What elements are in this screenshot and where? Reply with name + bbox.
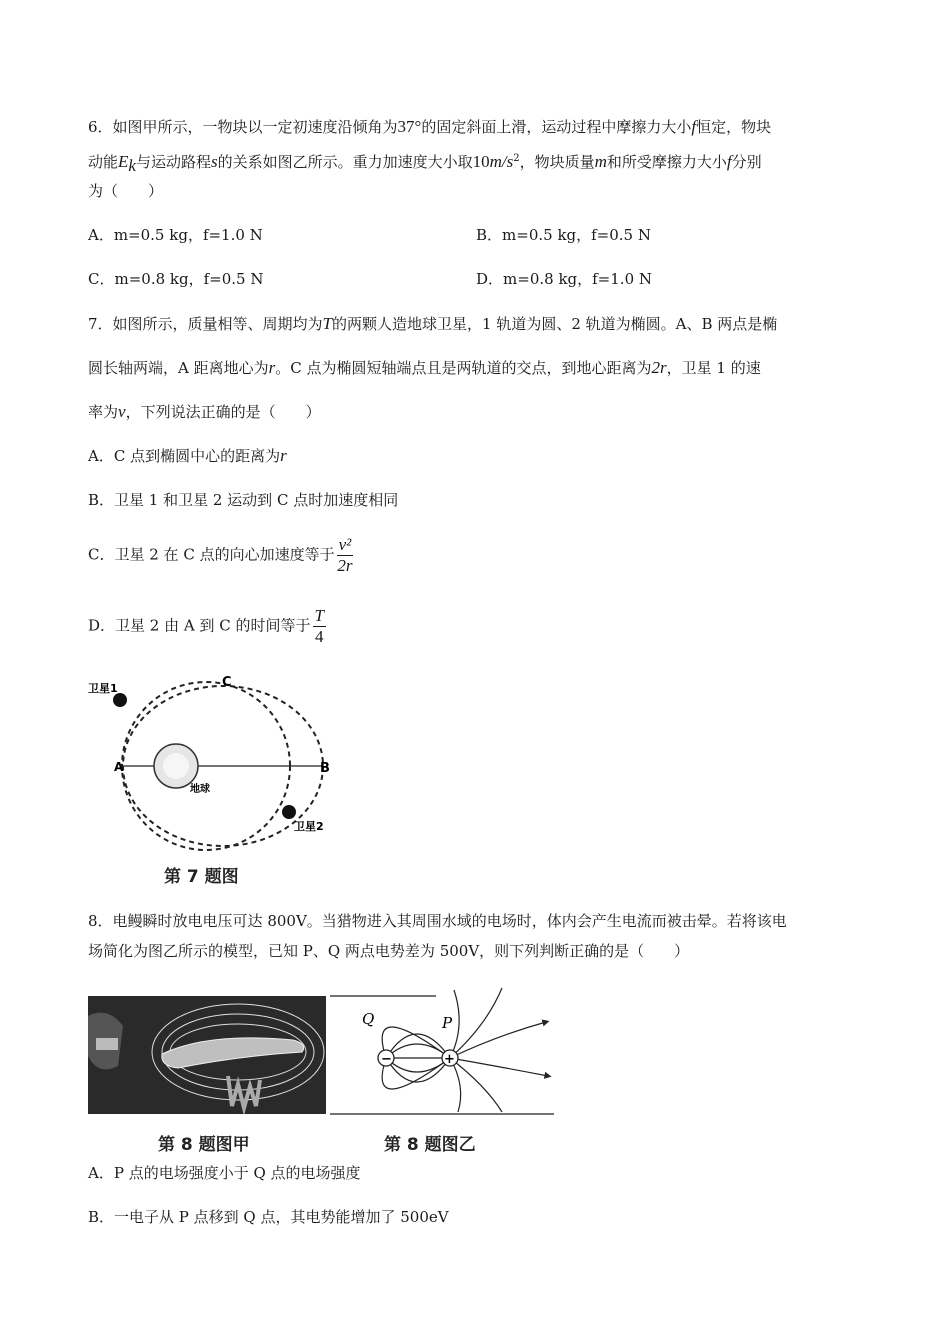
text: 和所受摩擦力大小 — [606, 153, 727, 171]
text: ，卫星 1 的速 — [666, 359, 761, 377]
q8-option-b: B．一电子从 P 点移到 Q 点，其电势能增加了 500eV — [88, 1208, 449, 1226]
plus-sign: + — [444, 1052, 455, 1067]
earth-highlight — [163, 753, 189, 779]
text: 的固定斜面上滑，运动过程中摩擦力大小 — [421, 118, 692, 136]
fraction-t-over-4 — [313, 606, 326, 647]
q8-line-2: 场简化为图乙所示的模型，已知 P、Q 两点电势差为 500V，则下列判断正确的是（ ） — [88, 942, 690, 960]
var-ek: E — [118, 152, 129, 171]
field-diagram — [326, 986, 556, 1118]
q7-line-3 — [88, 401, 321, 423]
text: 。C 点为椭圆短轴端点且是两轨道的交点，到地心距离为 — [275, 359, 652, 377]
g-unit: m/s — [489, 152, 514, 171]
q6-option-d: D．m=0.8 kg，f=1.0 N — [476, 270, 653, 288]
label-point-c: C — [222, 675, 232, 690]
denominator: 2r — [337, 556, 353, 575]
var-f: f — [691, 117, 697, 136]
q6-option-b: B．m=0.5 kg，f=0.5 N — [476, 226, 651, 244]
label-satellite-2: 卫星2 — [294, 820, 324, 833]
field-line — [450, 988, 502, 1058]
var-s: s — [210, 152, 218, 171]
q8-option-a: A．P 点的电场强度小于 Q 点的电场强度 — [88, 1164, 361, 1182]
numerator: T — [314, 606, 324, 625]
label-q: Q — [362, 1010, 375, 1028]
angle-value: 37° — [397, 117, 422, 136]
g-value: 10 — [472, 152, 490, 171]
text: 与运动路程 — [135, 153, 211, 171]
numerator: v² — [338, 535, 352, 554]
var-v: v — [118, 402, 126, 421]
q7-option-a — [88, 445, 287, 467]
label-point-b: B — [320, 761, 330, 776]
figure-7-caption: 第 7 题图 — [164, 867, 239, 887]
text: 分别 — [731, 153, 762, 171]
q7-option-c — [88, 535, 353, 576]
text: C．卫星 2 在 C 点的向心加速度等于 — [88, 545, 335, 564]
q6-line-3: 为（ ） — [88, 182, 164, 200]
field-line — [386, 1058, 450, 1082]
q7-line-1 — [88, 313, 777, 335]
eel-photo — [88, 996, 326, 1114]
text: A．C 点到椭圆中心的距离为 — [88, 447, 281, 465]
label-p: P — [442, 1014, 453, 1032]
text: ，下列说法正确的是（ ） — [125, 403, 321, 421]
q6-line-1 — [88, 116, 771, 138]
denominator: 4 — [314, 627, 324, 646]
field-line — [386, 1034, 450, 1058]
var-m: m — [594, 152, 607, 171]
label-earth: 地球 — [190, 784, 210, 795]
field-line — [450, 1022, 546, 1058]
var-ek-sub: k — [128, 156, 136, 175]
fish-shape — [96, 1038, 118, 1050]
q7-option-d — [88, 606, 326, 647]
q6-option-a: A．m=0.5 kg，f=1.0 N — [88, 226, 263, 244]
var-r: r — [280, 446, 287, 465]
fraction-v2-over-2r — [337, 535, 354, 576]
text: D．卫星 2 由 A 到 C 的时间等于 — [88, 616, 311, 635]
text: 圆长轴两端，A 距离地心为 — [88, 359, 269, 377]
var-t: T — [322, 314, 333, 333]
label-point-a: A — [114, 760, 124, 774]
var-f: f — [726, 152, 732, 171]
text: 7．如图所示，质量相等、周期均为 — [88, 315, 323, 333]
var-r: r — [268, 358, 276, 377]
text: 动能 — [88, 153, 119, 171]
q8-line-1: 8．电鳗瞬时放电电压可达 800V。当猎物进入其周围水域的电场时，体内会产生电流而被击晕。若将该电 — [88, 912, 787, 930]
q7-line-2 — [88, 357, 761, 379]
g-unit-sup: 2 — [513, 153, 520, 164]
text: 的关系如图乙所示。重力加速度大小取 — [217, 153, 473, 171]
var-2r: 2r — [651, 358, 667, 377]
figure-8b-caption: 第 8 题图乙 — [384, 1135, 476, 1155]
q6-line-2 — [88, 148, 762, 177]
figure-8a-caption: 第 8 题图甲 — [158, 1135, 250, 1155]
q6-option-c: C．m=0.8 kg，f=0.5 N — [88, 270, 264, 288]
text: 率为 — [88, 403, 119, 421]
field-line — [450, 1058, 548, 1076]
minus-sign: − — [381, 1052, 392, 1067]
text: 6．如图甲所示，一物块以一定初速度沿倾角为 — [88, 118, 398, 136]
text: 的两颗人造地球卫星，1 轨道为圆、2 轨道为椭圆。A、B 两点是椭 — [332, 315, 778, 333]
q7-option-b: B．卫星 1 和卫星 2 运动到 C 点时加速度相同 — [88, 491, 399, 509]
orbit-figure — [80, 670, 360, 890]
text: ，物块质量 — [519, 153, 595, 171]
satellite-1-dot — [113, 693, 127, 707]
satellite-2-dot — [282, 805, 296, 819]
label-satellite-1: 卫星1 — [88, 682, 118, 695]
text: 恒定，物块 — [696, 118, 772, 136]
